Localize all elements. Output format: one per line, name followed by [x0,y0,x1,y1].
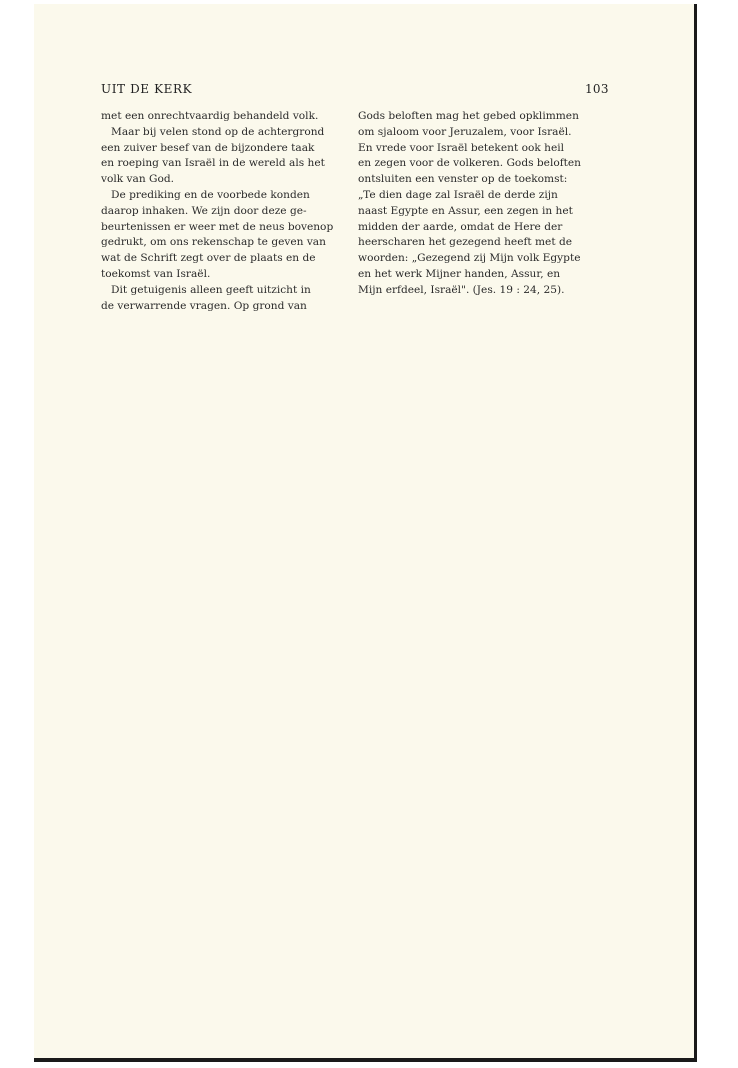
text-column-left [101,109,345,314]
text-line: gedrukt, om ons rekenschap te geven van [101,236,326,249]
text-line: een zuiver besef van de bijzondere taak [101,141,315,154]
text-line: „Te dien dage zal Israël de derde zijn [358,188,558,201]
page-edge-bottom [34,1058,697,1062]
page-number: 103 [585,82,609,96]
text-line: woorden: „Gezegend zij Mijn volk Egypte [358,252,581,265]
text-line: Mijn erfdeel, Israël". (Jes. 19 : 24, 25). [358,283,565,296]
text-line: naast Egypte en Assur, een zegen in het [358,204,573,217]
text-line: en roeping van Israël in de wereld als het [101,157,325,170]
text-column-right [358,109,602,299]
page-edge-right [694,4,697,1062]
text-line: heerscharen het gezegend heeft met de [358,236,572,249]
text-line: Maar bij velen stond op de achtergrond [111,125,325,138]
text-line: Gods beloften mag het gebed opklimmen [358,110,579,122]
text-line: ontsluiten een venster op de toekomst: [358,173,568,186]
running-title: UIT DE KERK [101,82,193,96]
text-line: daarop inhaken. We zijn door deze ge- [101,204,307,217]
text-line: toekomst van Israël. [101,267,211,280]
text-line: wat de Schrift zegt over de plaats en de [101,252,316,265]
text-line: volk van God. [101,173,175,186]
text-line: en zegen voor de volkeren. Gods beloften [358,157,581,170]
text-line: Dit getuigenis alleen geeft uitzicht in [111,283,311,296]
text-line: En vrede voor Israël betekent ook heil [358,141,564,154]
text-line: en het werk Mijner handen, Assur, en [358,267,561,280]
text-line: De prediking en de voorbede konden [111,188,310,201]
text-line: de verwarrende vragen. Op grond van [101,299,307,312]
text-line: om sjaloom voor Jeruzalem, voor Israël. [358,125,572,138]
text-line: midden der aarde, omdat de Here der [358,220,563,233]
text-line: beurtenissen er weer met de neus bovenop [101,220,334,233]
text-line: met een onrechtvaardig behandeld volk. [101,110,319,122]
